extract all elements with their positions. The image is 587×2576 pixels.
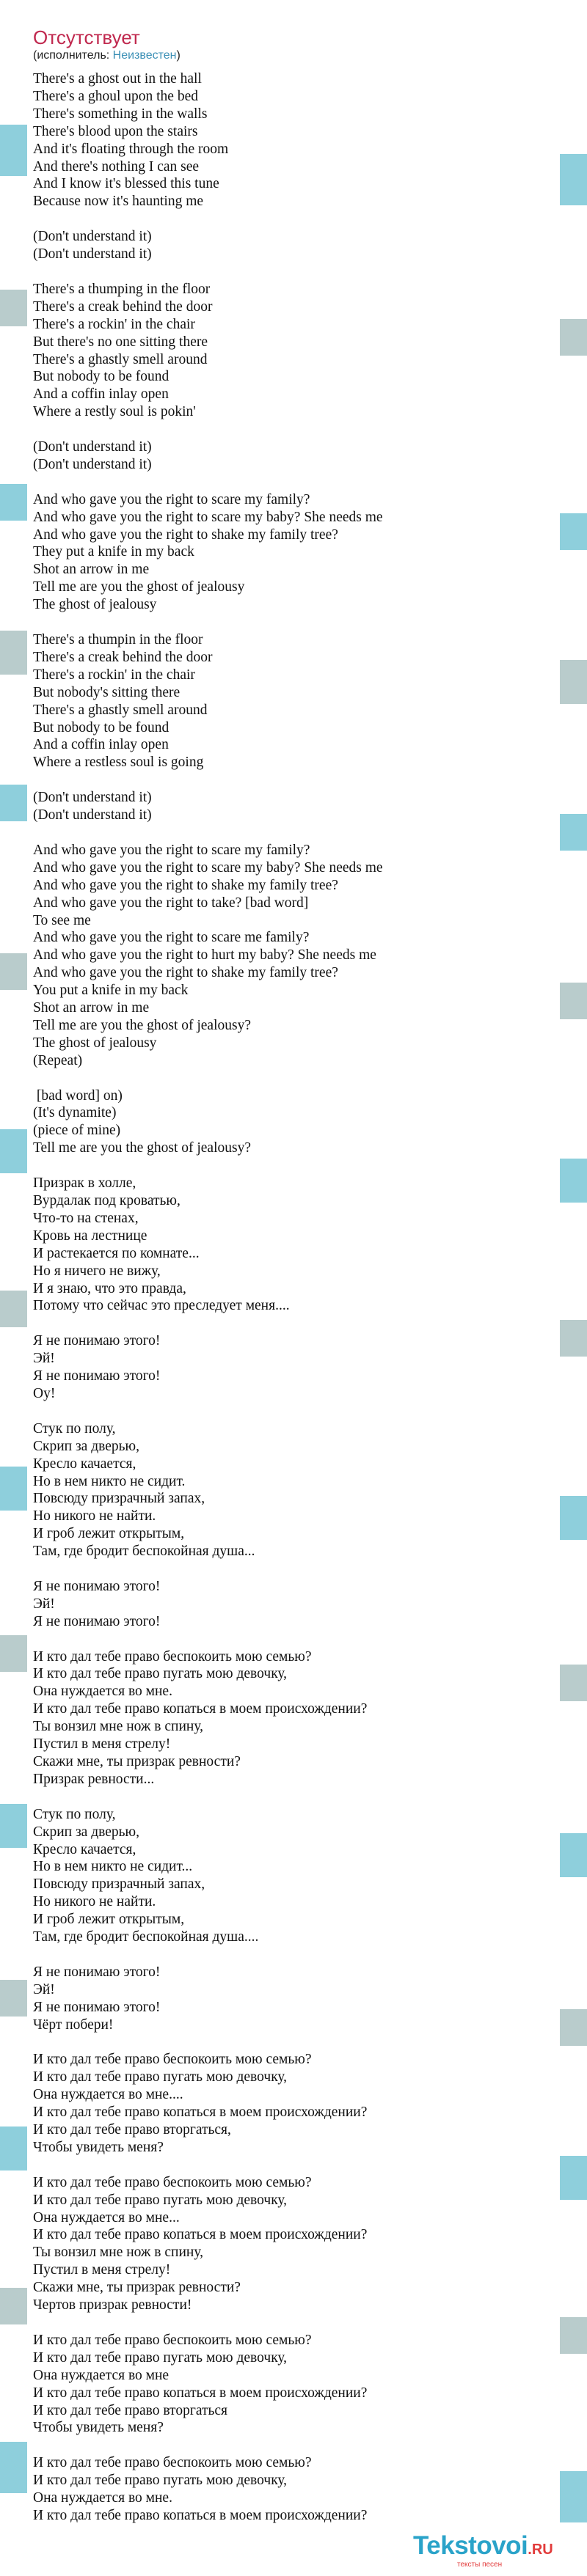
logo-tld: .RU (528, 2542, 553, 2558)
left-stripe (0, 953, 27, 990)
left-stripe (0, 1980, 27, 2017)
left-stripe (0, 2288, 27, 2324)
right-stripe (560, 2317, 587, 2354)
right-stripe (560, 154, 587, 205)
left-stripe (0, 1129, 27, 1173)
logo-tagline: тексты песен (457, 2561, 503, 2569)
right-stripe (560, 1159, 587, 1203)
right-stripe (560, 513, 587, 550)
right-stripe (560, 660, 587, 704)
left-stripe (0, 290, 27, 326)
lyrics-text: There's a ghost out in the hall There's a ghoul upon the bed There's something in the walls There's blood upon the stairs And it's floating through the room And there's nothing I can see And I know it's blessed this tune Because now it's haunting me (Don't understand it) (Don't understand it) There's a thumping in the floor There's a creak behind the door There's a rockin' in the chair But there's no one sitting there There's a ghastly smell around But nobody to be found And a coffin inlay open Where a restly soul is pokin' (Don't understand it) (Don't understand it) And who gave you the right to scare my family? And who gave you the right to scare my baby? She needs me And who gave you the right to shake my family tree? They put a knife in my back Shot an arrow in me Tell me are you the ghost of jealousy The ghost of jealousy There's a thumpin in the floor There's a creak behind the door There's a rockin' in the chair But nobody's sitting there There's a ghastly smell around But nobody to be found And a coffin inlay open Where a restless soul is going (Don't understand it) (Don't understand it) And who gave you the right to scare my family? And who gave you the right to scare my baby? She needs me And who gave you the right to shake my family tree? And who gave you the right to take? [bad word] To see me And who gave you the right to scare me family? And who gave you the right to hurt my baby? She needs me And who gave you the right to shake my family tree? You put a knife in my back Shot an arrow in me Tell me are you the ghost of jealousy? The ghost of jealousy (Repeat) [bad word] on) (It's dynamite) (piece of mine) Tell me are you the ghost of jealousy? Призрак в холле, Вурдалак под кроватью, Что-то на стенах, Кровь на лестнице И растекается по комнате... Но я ничего не вижу, И я знаю, что это правда, Потому что сейчас это преследует меня.... Я не понимаю этого! Эй! Я не понимаю этого! Оу! Стук по полу, Скрип за дверью, Кресло качается, Но в нем никто не сидит. Повсюду призрачный запах, Но никого не найти. И гроб лежит открытым, Там, где бродит беспокойная душа... Я не понимаю этого! Эй! Я не понимаю этого! И кто дал тебе право беспокоить мою семью? И кто дал тебе право пугать мою девочку, Она нуждается во мне. И кто дал тебе право копаться в моем происхождении? Ты вонзил мне нож в спину, Пустил в меня стрелу! Скажи мне, ты призрак ревности? Призрак ревности... Стук по полу, Скрип за дверью, Кресло качается, Но в нем никто не сидит... Повсюду призрачный запах, Но никого не найти. И гроб лежит открытым, Там, где бродит беспокойная душа.... Я не понимаю этого! Эй! Я не понимаю этого! Чёрт побери! И кто дал тебе право беспокоить мою семью? И кто дал тебе право пугать мою девочку, Она нуждается во мне.... И кто дал тебе право копаться в моем происхождении? И кто дал тебе право вторгаться, Чтобы увидеть меня? И кто дал тебе право беспокоить мою семью? И кто дал тебе право пугать мою девочку, Она нуждается во мне... И кто дал тебе право копаться в моем происхождении? Ты вонзил мне нож в спину, Пустил в меня стрелу! Скажи мне, ты призрак ревности? Чертов призрак ревности! И кто дал тебе право беспокоить мою семью? И кто дал тебе право пугать мою девочку, Она нуждается во мне И кто дал тебе право копаться в моем происхождении? И кто дал тебе право вторгаться Чтобы увидеть меня? И кто дал тебе право беспокоить мою семью? И кто дал тебе право пугать мою девочку, Она нуждается во мне. И кто дал тебе право копаться в моем происхождении? (33, 71, 383, 2523)
song-title: Отсутствует (33, 26, 140, 48)
right-stripe (560, 1665, 587, 1701)
left-stripe (0, 785, 27, 821)
left-stripe (0, 125, 27, 176)
left-stripe (0, 1635, 27, 1672)
artist-suffix: ) (176, 49, 181, 62)
right-stripe (560, 1320, 587, 1357)
left-stripe (0, 1467, 27, 1511)
site-logo[interactable] (413, 2531, 560, 2576)
artist-prefix: (исполнитель: (33, 49, 113, 62)
right-stripe (560, 2009, 587, 2046)
left-stripe (0, 2127, 27, 2170)
right-stripe (560, 2471, 587, 2522)
left-stripe (0, 1291, 27, 1327)
artist-line (33, 48, 557, 63)
lyrics-card (27, 0, 560, 2576)
right-stripe (560, 319, 587, 356)
logo-brand: Tekstovoi (413, 2531, 528, 2560)
left-stripe (0, 484, 27, 521)
left-stripe (0, 631, 27, 675)
artist-link[interactable]: Неизвестен (112, 49, 177, 62)
left-stripe (0, 1804, 27, 1848)
right-stripe (560, 814, 587, 851)
right-stripe (560, 1833, 587, 1877)
right-stripe (560, 983, 587, 1019)
left-stripe (0, 2442, 27, 2493)
right-stripe (560, 2156, 587, 2200)
right-stripe (560, 1496, 587, 1540)
